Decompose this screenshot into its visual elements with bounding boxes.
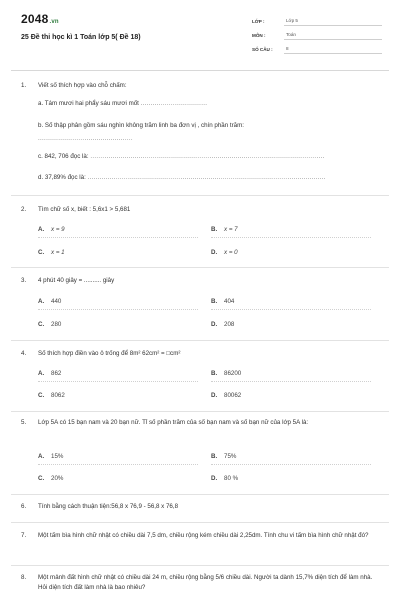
question-divider [11,565,389,566]
question-1-line-b-blank [21,134,379,144]
question-7 [21,531,379,541]
option-value: 404 [224,298,235,305]
meta-row-class [252,13,382,26]
option-letter: C. [38,249,45,256]
option-c[interactable] [38,321,61,328]
option-c[interactable] [38,249,65,256]
question-text: Một mảnh đất hình chữ nhật có chiều dài 24 m, chiều rộng bằng 5/6 chiều dài. Người ta dành 15,7% diện tích để làm nhà. Hỏi diện tích đất làm nhà là bao nhiêu? [38,574,373,591]
question-text: Lớp 5A có 15 bạn nam và 20 bạn nữ. Tỉ số phần trăm của số bạn nam và số bạn nữ của lớp 5A là: [38,419,309,426]
option-d[interactable] [211,321,234,328]
question-text: Một tấm bìa hình chữ nhật có chiều dài 7,5 dm, chiều rộng kém chiều dài 2,25dm. Tính chu vi tấm bìa hình chữ nhật đó? [38,532,369,539]
meta-row-subject [252,27,382,40]
question-3 [21,276,379,286]
option-d[interactable] [211,249,238,256]
question-2 [21,205,379,215]
option-letter: C. [38,321,45,328]
logo-suffix: .vn [49,19,59,25]
option-value: 15% [51,453,64,460]
question-8 [21,573,379,593]
option-value: 280 [51,321,62,328]
option-letter: B. [211,226,218,233]
option-c[interactable] [38,475,63,482]
document-meta [252,13,382,55]
question-number: 1. [21,82,27,89]
option-letter: C. [38,392,45,399]
option-d[interactable] [211,392,241,399]
option-value: 80062 [224,392,242,399]
option-a[interactable] [38,226,65,233]
question-6 [21,502,379,512]
line-text: b. Số thập phân gồm sáu nghìn không trăm linh ba đơn vị , chín phần trăm: [38,122,244,129]
option-letter: A. [38,226,45,233]
option-value: 862 [51,370,62,377]
question-1 [21,81,379,91]
option-letter: D. [211,321,218,328]
option-value: 20% [51,475,64,482]
option-value: 75% [224,453,237,460]
question-number: 2. [21,206,27,213]
meta-label: LỚP : [252,19,265,24]
option-divider [38,309,198,310]
question-text: Tính bằng cách thuận tiện:56,8 x 76,9 - 56,8 x 76,8 [38,503,179,510]
option-letter: D. [211,475,218,482]
question-text: Viết số thích hợp vào chỗ chấm: [38,82,127,89]
question-text: Tìm chữ số x, biết : 5,6x1 > 5,681 [38,206,131,213]
document-title: 25 Đề thi học kì 1 Toán lớp 5( Đề 18) [21,34,141,41]
option-divider [211,464,371,465]
option-divider [211,237,371,238]
option-value: 80 % [224,475,239,482]
question-number: 4. [21,350,27,357]
option-a[interactable] [38,298,61,305]
option-a[interactable] [38,453,63,460]
question-text: 4 phút 40 giây = .......... giây [38,277,115,284]
option-value: x = 1 [51,249,65,256]
meta-value: Lớp 5 [284,18,382,26]
question-divider [11,340,389,341]
question-1-line-d [21,173,379,183]
option-divider [38,464,198,465]
option-a[interactable] [38,370,61,377]
question-1-line-a [21,99,379,109]
question-number: 5. [21,419,27,426]
option-letter: A. [38,453,45,460]
option-divider [38,237,198,238]
question-divider [11,494,389,495]
site-logo[interactable] [21,12,59,26]
option-divider [211,309,371,310]
meta-value: Toán [284,32,382,40]
option-value: x = 9 [51,226,65,233]
option-letter: A. [38,370,45,377]
option-value: 8062 [51,392,65,399]
meta-label: SỐ CÂU : [252,47,273,52]
answer-blank[interactable]: .................................................................................................................... [90,153,325,160]
question-number: 6. [21,503,27,510]
option-letter: B. [211,453,218,460]
header-divider [11,70,389,71]
question-divider [11,195,389,196]
meta-label: MÔN : [252,33,266,38]
option-letter: D. [211,249,218,256]
option-letter: B. [211,370,218,377]
line-text: d. 37,89% đọc là: [38,174,86,181]
option-value: x = 7 [224,226,238,233]
option-divider [211,381,371,382]
question-divider [11,522,389,523]
question-divider [11,267,389,268]
option-value: 86200 [224,370,242,377]
option-b[interactable] [211,298,234,305]
option-b[interactable] [211,370,241,377]
option-divider [38,381,198,382]
answer-blank[interactable]: ................................. [140,100,208,107]
question-1-line-b [21,121,379,131]
line-text: c. 842, 706 đọc là: [38,153,89,160]
question-divider [11,411,389,412]
question-number: 7. [21,532,27,539]
question-text: Số thích hợp điền vào ô trống để 8m² 62cm² = □cm² [38,350,181,357]
option-letter: C. [38,475,45,482]
meta-value: 8 [284,46,382,54]
question-5 [21,418,379,428]
meta-row-count [252,41,382,54]
option-b[interactable] [211,453,236,460]
option-c[interactable] [38,392,65,399]
option-b[interactable] [211,226,238,233]
option-letter: B. [211,298,218,305]
option-value: x = 0 [224,249,238,256]
option-d[interactable] [211,475,238,482]
option-letter: D. [211,392,218,399]
option-value: 208 [224,321,235,328]
question-4 [21,349,379,359]
option-value: 440 [51,298,62,305]
line-text: a. Tám mươi hai phẩy sáu mươi mốt [38,100,139,107]
option-letter: A. [38,298,45,305]
answer-blank[interactable]: ...................................................................................................................... [87,174,326,181]
question-number: 8. [21,574,27,581]
answer-blank[interactable]: ............................................... [38,135,133,142]
logo-text: 2048 [21,12,49,26]
question-1-line-c [21,152,379,162]
question-number: 3. [21,277,27,284]
